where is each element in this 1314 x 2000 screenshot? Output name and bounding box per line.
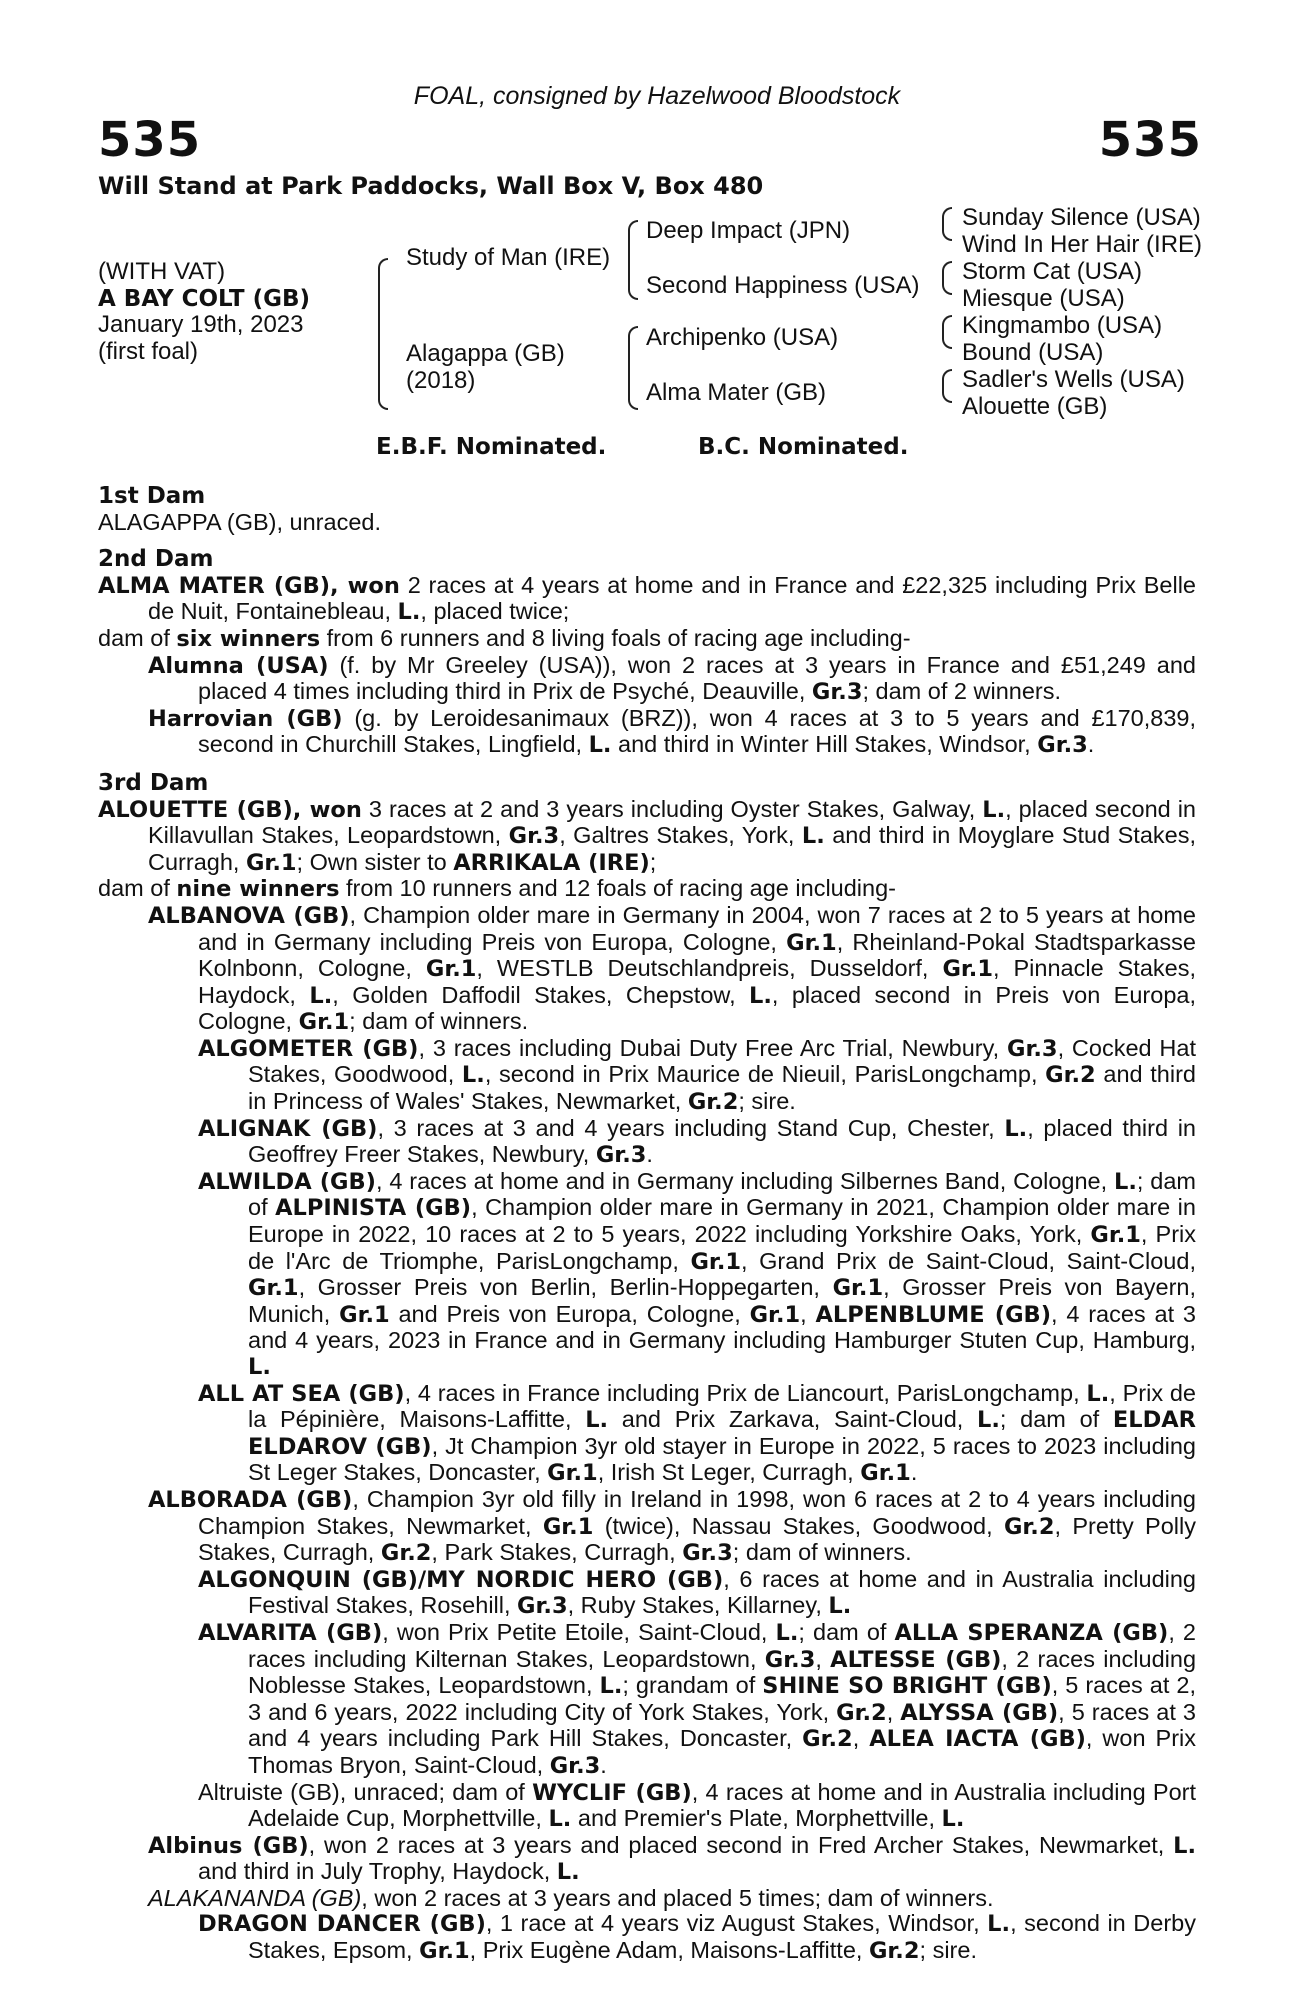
pedigree-entry — [98, 1116, 1196, 1169]
entry-text: , Pretty Polly Stakes, Curragh, — [198, 1512, 1196, 1566]
bold-text: ALGONQUIN (GB)/MY NORDIC HERO (GB) — [198, 1566, 724, 1593]
bold-text: Gr.3 — [682, 1540, 733, 1567]
pedigree-brace — [942, 315, 952, 349]
entry-text: , Park Stakes, Curragh, — [431, 1539, 683, 1566]
bold-text: Gr.1 — [542, 1513, 594, 1540]
horse-name: A BAY COLT (GB) — [98, 286, 311, 312]
pedigree-entry — [98, 1911, 1196, 1964]
ancestor: Alouette (GB) — [962, 393, 1108, 420]
bold-text: L. — [941, 1806, 965, 1833]
bold-text: Gr.1 — [832, 1275, 884, 1302]
first-dam-text: ALAGAPPA (GB), unraced. — [98, 508, 381, 535]
foal-note: (first foal) — [98, 338, 199, 365]
entry-text: , 6 races at home and in Australia including Festival Stakes, Rosehill, — [248, 1565, 1197, 1619]
entry-text: and third in July Trophy, Haydock, — [198, 1858, 557, 1885]
bold-text: L. — [987, 1911, 1011, 1938]
entry-text: (g. by Leroidesanimaux (BRZ)), won 4 races at 3 to 5 years and £170,839, second in Churchill Stakes, Lingfield, — [198, 704, 1197, 758]
entry-text: , won 2 races at 3 years and placed 5 times; dam of winners. — [361, 1884, 994, 1911]
entry-text: . — [600, 1751, 607, 1778]
entry-text: , 5 races at 3 and 4 years including Park Hill Stakes, Doncaster, — [248, 1698, 1196, 1752]
bold-text: ARRIKALA (IRE) — [453, 849, 650, 876]
entry-text: , Galtres Stakes, York, — [559, 822, 802, 849]
bold-text: Gr.1 — [245, 849, 297, 876]
entry-text: and third in Winter Hill Stakes, Windsor, — [611, 731, 1038, 758]
bold-text: L. — [1173, 1832, 1196, 1859]
entry-text: , Rheinland-Pokal Stadtsparkasse Kolnbonn, Cologne, — [198, 928, 1196, 982]
entry-text: , 4 races in France including Prix de Liancourt, ParisLongchamp, — [404, 1379, 1087, 1406]
entry-text: , 2 races including Noblesse Stakes, Leopardstown, — [248, 1645, 1197, 1699]
entry-text: (f. by Mr Greeley (USA)), won 2 races at 3 years in France and £51,249 and placed 4 times including third in Prix de Psyché, Deauville, — [198, 651, 1196, 705]
entry-text: , — [815, 1645, 831, 1672]
pedigree-entry — [98, 1780, 1196, 1833]
bold-text: L. — [461, 1062, 485, 1089]
entry-text: , won 2 races at 3 years and placed second in Fred Archer Stakes, Newmarket, — [308, 1831, 1174, 1858]
entry-text: , — [886, 1698, 901, 1725]
bold-text: Gr.1 — [425, 956, 477, 983]
pedigree-entry — [98, 1169, 1196, 1381]
entry-text: ; dam of — [999, 1406, 1113, 1433]
pedigree-brace — [628, 326, 638, 410]
bold-text: ALOUETTE (GB), won — [98, 796, 362, 823]
entry-text: , second in Derby Stakes, Epsom, — [248, 1910, 1196, 1964]
bold-text: nine winners — [176, 876, 340, 903]
pedigree-entry — [98, 1381, 1196, 1487]
entry-text: , won Prix Thomas Bryon, Saint-Cloud, — [248, 1725, 1196, 1778]
sire-sire: Deep Impact (JPN) — [646, 217, 851, 244]
bold-text: Gr.2 — [868, 1938, 920, 1965]
italic-text: ALAKANANDA (GB) — [148, 1884, 362, 1911]
entry-text: , second in Prix Maurice de Nieuil, ParisLongchamp, — [484, 1061, 1046, 1088]
third-dam-heading: 3rd Dam — [98, 769, 209, 796]
bold-text: L. — [828, 1593, 852, 1620]
ancestor: Kingmambo (USA) — [962, 312, 1163, 339]
bold-text: SHINE SO BRIGHT (GB) — [762, 1673, 1052, 1700]
pedigree-entry — [98, 1833, 1196, 1886]
pedigree-entry — [98, 1620, 1196, 1780]
entry-text: and Preis von Europa, Cologne, — [389, 1300, 750, 1327]
bold-text: L. — [397, 599, 421, 626]
bold-text: L. — [588, 732, 612, 759]
bold-text: ALBORADA (GB) — [148, 1486, 353, 1513]
ancestor: Bound (USA) — [962, 339, 1104, 366]
bold-text: Gr.2 — [1045, 1062, 1096, 1089]
sire: Study of Man (IRE) — [406, 244, 611, 271]
entry-text: and third in Princess of Wales' Stakes, Newmarket, — [248, 1061, 1196, 1115]
entry-text: , Grand Prix de Saint-Cloud, Saint-Cloud, — [741, 1247, 1196, 1274]
bold-text: L. — [982, 796, 1006, 823]
bold-text: Harrovian (GB) — [148, 705, 343, 732]
entry-text: from 6 runners and 8 living foals of racing age including- — [320, 624, 911, 651]
dam-year: (2018) — [406, 367, 476, 394]
bold-text: L. — [1086, 1380, 1110, 1407]
bold-text: Alumna (USA) — [148, 652, 329, 679]
entry-text: , 5 races at 2, 3 and 6 years, 2022 including City of York Stakes, York, — [248, 1672, 1196, 1725]
entry-text: , Irish St Leger, Curragh, — [597, 1459, 861, 1486]
bold-text: Gr.1 — [419, 1938, 470, 1965]
bold-text: L. — [248, 1354, 271, 1380]
stand-location: Will Stand at Park Paddocks, Wall Box V, Box 480 — [98, 172, 764, 200]
entry-text: , Grosser Preis von Bayern, Munich, — [248, 1274, 1196, 1327]
bold-text: Gr.1 — [690, 1248, 742, 1275]
bold-text: Gr.1 — [339, 1301, 390, 1328]
bold-text: ALPENBLUME (GB) — [815, 1301, 1051, 1328]
bold-text: ALLA SPERANZA (GB) — [894, 1619, 1169, 1646]
pedigree-entry — [98, 903, 1196, 1036]
bold-text: ALWILDA (GB) — [198, 1168, 376, 1195]
bold-text: L. — [585, 1407, 609, 1434]
bold-text: L. — [556, 1859, 580, 1886]
entry-text: . — [646, 1141, 653, 1168]
entry-text: (twice), Nassau Stakes, Goodwood, — [593, 1512, 1004, 1539]
bold-text: Gr.1 — [547, 1460, 598, 1487]
bold-text: Gr.1 — [1090, 1222, 1141, 1249]
entry-text: , 3 races including Dubai Duty Free Arc Trial, Newbury, — [418, 1034, 1007, 1061]
entry-text: , Prix de la Pépinière, Maisons-Laffitte, — [248, 1379, 1196, 1433]
bold-text: Gr.1 — [749, 1301, 801, 1328]
entry-text: , Champion older mare in Germany in 2004, won 7 races at 2 to 5 years at home and in Germany including Preis von Europa, Cologne, — [198, 901, 1197, 955]
ebf-nomination: E.B.F. Nominated. — [376, 434, 607, 460]
dam-dam: Alma Mater (GB) — [646, 379, 827, 406]
bold-text: ALPINISTA (GB) — [275, 1195, 472, 1222]
entry-text: ; sire. — [738, 1088, 796, 1115]
entry-text: , Jt Champion 3yr old stayer in Europe in 2022, 5 races to 2023 including St Leger Stakes, Doncaster, — [248, 1432, 1196, 1486]
bold-text: Gr.3 — [1037, 732, 1088, 759]
entry-text: . — [1087, 731, 1095, 758]
bold-text: six winners — [176, 625, 321, 652]
entry-text: ; grandam of — [622, 1672, 763, 1699]
ancestor: Storm Cat (USA) — [962, 258, 1143, 285]
bold-text: L. — [599, 1673, 623, 1700]
entry-text: , 1 race at 4 years viz August Stakes, Windsor, — [485, 1910, 988, 1937]
bold-text: Gr.2 — [802, 1726, 853, 1753]
entry-text: and Premier's Plate, Morphettville, — [571, 1805, 942, 1832]
pedigree-entry — [98, 653, 1196, 706]
pedigree-entry — [98, 876, 1196, 903]
lot-number-left: 535 — [98, 112, 202, 168]
bold-text: ALVARITA (GB) — [198, 1619, 383, 1646]
bold-text: Gr.3 — [1007, 1035, 1058, 1062]
bold-text: DRAGON DANCER (GB) — [198, 1911, 486, 1938]
bold-text: Gr.1 — [860, 1460, 911, 1487]
entry-text: , — [852, 1725, 870, 1752]
bold-text: ALMA MATER (GB), won — [98, 572, 400, 599]
bold-text: ELDAR ELDAROV (GB) — [248, 1407, 1196, 1460]
entry-text: ; — [649, 848, 657, 875]
bold-text: Gr.1 — [248, 1275, 299, 1302]
second-dam-section — [98, 573, 1196, 759]
pedigree-entry — [98, 1036, 1196, 1116]
bold-text: Gr.3 — [595, 1142, 647, 1169]
pedigree-entry — [98, 573, 1196, 626]
entry-text: dam of — [98, 624, 177, 651]
pedigree-brace — [942, 369, 952, 403]
bold-text: Gr.2 — [1003, 1513, 1055, 1540]
bold-text: Gr.2 — [836, 1699, 887, 1726]
third-dam-section — [98, 797, 1196, 1965]
bold-text: ALYSSA (GB) — [900, 1699, 1059, 1726]
bold-text: Gr.1 — [942, 956, 993, 983]
entry-text: , placed third in Geoffrey Freer Stakes, Newbury, — [248, 1114, 1197, 1168]
ancestor: Miesque (USA) — [962, 285, 1125, 312]
pedigree-brace — [942, 261, 952, 295]
entry-text: and Prix Zarkava, Saint-Cloud, — [608, 1406, 978, 1433]
entry-text: , 4 races at 3 and 4 years, 2023 in France and in Germany including Hamburger Stuten Cup, Hamburg, — [248, 1300, 1196, 1354]
entry-text: ; dam of — [248, 1167, 1196, 1221]
bold-text: Albinus (GB) — [148, 1832, 309, 1859]
bold-text: Gr.3 — [764, 1646, 816, 1673]
entry-text: , 3 races at 3 and 4 years including Stand Cup, Chester, — [377, 1114, 1005, 1141]
bold-text: L. — [749, 982, 772, 1009]
entry-text: , 4 races at home and in Germany including Silbernes Band, Cologne, — [375, 1167, 1114, 1194]
bc-nomination: B.C. Nominated. — [698, 434, 909, 460]
entry-text: ; dam of — [798, 1618, 895, 1645]
vat-note: (WITH VAT) — [98, 258, 226, 285]
entry-text: ; Own sister to — [296, 848, 454, 875]
entry-text: ; dam of 2 winners. — [862, 678, 1062, 705]
lot-number-right: 535 — [1098, 112, 1202, 168]
entry-text: , Prix Eugène Adam, Maisons-Laffitte, — [469, 1937, 869, 1964]
entry-text: , Champion 3yr old filly in Ireland in 1998, won 6 races at 2 to 4 years including Champion Stakes, Newmarket, — [198, 1485, 1196, 1539]
entry-text: , Ruby Stakes, Killarney, — [567, 1592, 829, 1619]
entry-text: and third in Moyglare Stud Stakes, Curragh, — [148, 822, 1196, 875]
entry-text: , — [800, 1300, 816, 1327]
pedigree-entry — [98, 626, 1196, 653]
pedigree-entry — [98, 1886, 1196, 1912]
entry-text: , 2 races including Kilternan Stakes, Leopardstown, — [248, 1618, 1196, 1672]
bold-text: Gr.1 — [786, 929, 837, 956]
bold-text: L. — [309, 982, 333, 1009]
entry-text: , Cocked Hat Stakes, Goodwood, — [248, 1034, 1196, 1088]
bold-text: L. — [1114, 1168, 1137, 1195]
bold-text: Gr.3 — [549, 1752, 601, 1779]
consignment-line: FOAL, consigned by Hazelwood Bloodstock — [413, 82, 901, 110]
entry-text: from 10 runners and 12 foals of racing age including- — [339, 875, 896, 902]
entry-text: 2 races at 4 years at home and in France and £22,325 including Prix Belle de Nuit, Fontainebleau, — [148, 571, 1196, 625]
pedigree-brace — [378, 258, 388, 410]
pedigree-entry — [98, 706, 1196, 759]
entry-text: , won Prix Petite Etoile, Saint-Cloud, — [382, 1618, 776, 1645]
bold-text: ALL AT SEA (GB) — [198, 1380, 405, 1407]
second-dam-heading: 2nd Dam — [98, 546, 214, 573]
entry-text: , Pinnacle Stakes, Haydock, — [198, 955, 1196, 1008]
pedigree-entry — [98, 797, 1196, 877]
entry-text: , placed twice; — [420, 598, 570, 625]
ancestor: Wind In Her Hair (IRE) — [962, 231, 1203, 258]
bold-text: Gr.3 — [517, 1593, 568, 1620]
bold-text: ALBANOVA (GB) — [148, 902, 350, 929]
dam: Alagappa (GB) — [406, 340, 565, 367]
entry-text: 3 races at 2 and 3 years including Oyster Stakes, Galway, — [361, 795, 983, 822]
bold-text: WYCLIF (GB) — [532, 1779, 692, 1806]
entry-text: , 4 races at home and in Australia including Port Adelaide Cup, Morphettville, — [248, 1778, 1197, 1832]
pedigree-entry — [98, 1567, 1196, 1620]
bold-text: L. — [1004, 1115, 1028, 1142]
entry-text: , Golden Daffodil Stakes, Chepstow, — [332, 981, 750, 1008]
first-dam-heading: 1st Dam — [98, 483, 206, 509]
pedigree-brace — [628, 220, 638, 300]
pedigree-brace — [942, 207, 952, 241]
bold-text: Gr.3 — [811, 679, 863, 706]
entry-text: , placed second in Killavullan Stakes, Leopardstown, — [148, 795, 1196, 849]
pedigree-entry — [98, 1487, 1196, 1567]
entry-text: Altruiste (GB), unraced; dam of — [198, 1778, 533, 1805]
entry-text: , WESTLB Deutschlandpreis, Dusseldorf, — [476, 955, 943, 982]
entry-text: , Prix de l'Arc de Triomphe, ParisLongchamp, — [248, 1221, 1197, 1274]
birth-date: January 19th, 2023 — [98, 311, 304, 338]
sire-dam: Second Happiness (USA) — [646, 272, 920, 299]
bold-text: L. — [801, 823, 825, 850]
bold-text: L. — [548, 1806, 572, 1833]
entry-text: . — [910, 1459, 918, 1486]
ancestor: Sadler's Wells (USA) — [962, 366, 1185, 393]
bold-text: Gr.2 — [687, 1089, 739, 1116]
bold-text: ALIGNAK (GB) — [198, 1115, 378, 1142]
entry-text: dam of — [98, 875, 177, 902]
bold-text: Gr.2 — [380, 1540, 432, 1567]
entry-text: , Champion older mare in Germany in 2021, Champion older mare in Europe in 2022, 10 races at 2 to 5 years, 2022 including Yorkshire Oaks, York, — [248, 1194, 1196, 1248]
bold-text: L. — [977, 1407, 1000, 1434]
bold-text: ALEA IACTA (GB) — [869, 1726, 1086, 1753]
ancestor: Sunday Silence (USA) — [962, 204, 1201, 231]
entry-text: ; dam of winners. — [732, 1539, 912, 1566]
entry-text: ; dam of winners. — [349, 1008, 529, 1035]
entry-text: , placed second in Preis von Europa, Cologne, — [198, 981, 1196, 1035]
entry-text: , Grosser Preis von Berlin, Berlin-Hoppegarten, — [298, 1274, 833, 1301]
bold-text: Gr.1 — [298, 1009, 350, 1036]
bold-text: Gr.3 — [508, 823, 560, 850]
bold-text: ALTESSE (GB) — [830, 1646, 1002, 1673]
family-notes — [98, 484, 1196, 1965]
bold-text: ALGOMETER (GB) — [198, 1035, 419, 1062]
entry-text: ; sire. — [919, 1937, 977, 1964]
bold-text: L. — [775, 1619, 799, 1646]
dam-sire: Archipenko (USA) — [646, 324, 839, 351]
